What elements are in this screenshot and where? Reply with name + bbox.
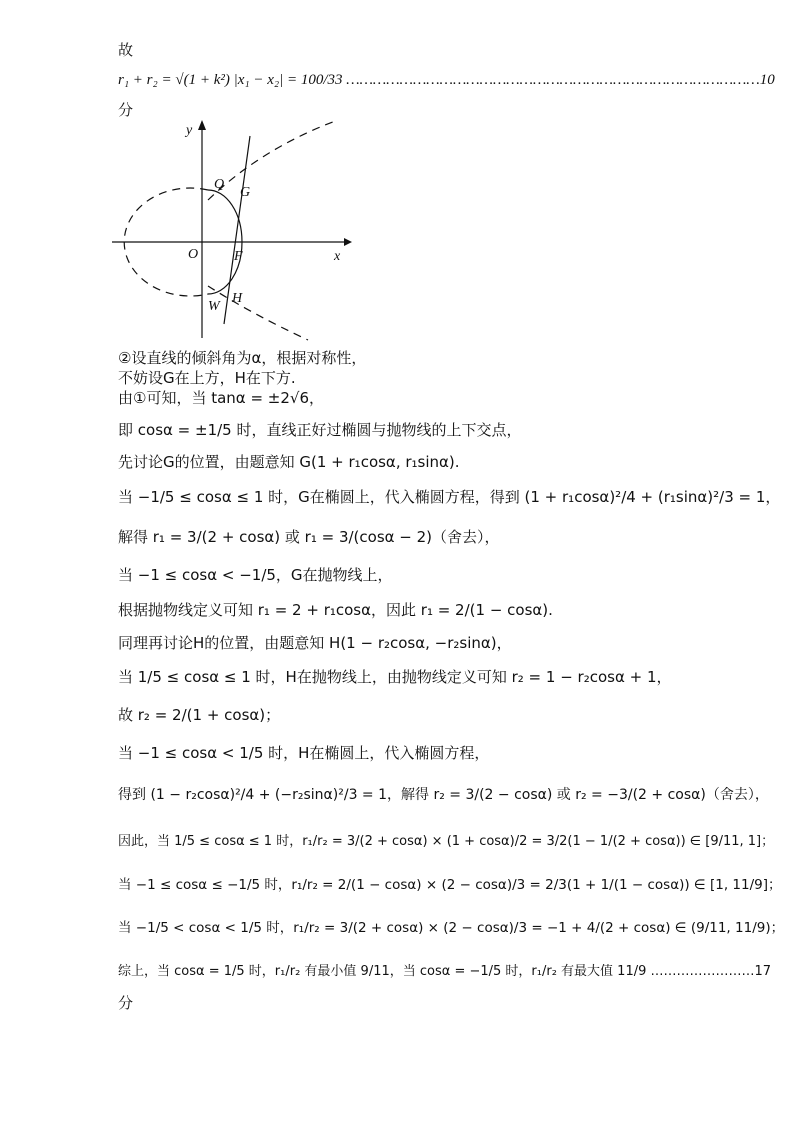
parabola-lower bbox=[208, 286, 308, 340]
ellipse-parabola-figure bbox=[112, 118, 352, 344]
line-g-on-ellipse: 当 −1/5 ≤ cosα ≤ 1 时，G在椭圆上，代入椭圆方程，得到 (1 + r₁cosα)²/4 + (r₁sinα)²/3 = 1， bbox=[118, 488, 781, 506]
line-ratio-case-1: 因此，当 1/5 ≤ cosα ≤ 1 时，r₁/r₂ = 3/(2 + cosα) × (1 + cosα)/2 = 3/2(1 − 1/(2 + cosα)) ∈ [9/11, 1]； bbox=[118, 834, 775, 849]
line-solve-r2: 得到 (1 − r₂cosα)²/4 + (−r₂sinα)²/3 = 1，解得 r₂ = 3/(2 − cosα) 或 r₂ = −3/(2 + cosα)（舍去）， bbox=[118, 787, 769, 803]
line-gu: 故 bbox=[118, 41, 134, 59]
label-x: x bbox=[334, 249, 341, 264]
label-g: G bbox=[240, 185, 251, 200]
label-o: O bbox=[188, 247, 199, 262]
line-from-part-one: 由①可知，当 tanα = ±2√6， bbox=[118, 389, 325, 407]
line-ratio-case-3: 当 −1/5 < cosα < 1/5 时，r₁/r₂ = 3/(2 + cosα) × (2 − cosα)/3 = −1 + 4/(2 + cosα) ∈ (9/11, 11/9)； bbox=[118, 920, 785, 936]
label-y: y bbox=[186, 123, 193, 138]
parabola-upper bbox=[208, 120, 338, 200]
line-r-sum: r₁ + r₂ = √(1 + k²) |x₁ − x₂| = 100/33 …………………………………………………………………………………10 bbox=[118, 72, 775, 88]
y-axis-arrow bbox=[198, 120, 206, 130]
line-fen-1: 分 bbox=[118, 101, 134, 119]
label-w: W bbox=[208, 299, 220, 314]
line-cos-one-fifth: 即 cosα = ±1/5 时，直线正好过椭圆与抛物线的上下交点， bbox=[118, 421, 522, 439]
line-parabola-def-r1: 根据抛物线定义可知 r₁ = 2 + r₁cosα，因此 r₁ = 2/(1 − cosα). bbox=[118, 601, 553, 619]
line-position-h: 同理再讨论H的位置，由题意知 H(1 − r₂cosα, −r₂sinα)， bbox=[118, 634, 512, 652]
line-r2-value: 故 r₂ = 2/(1 + cosα)； bbox=[118, 706, 281, 724]
line-position-g: 先讨论G的位置，由题意知 G(1 + r₁cosα, r₁sinα). bbox=[118, 453, 460, 471]
line-solve-r1: 解得 r₁ = 3/(2 + cosα) 或 r₁ = 3/(cosα − 2)（舍去）， bbox=[118, 528, 500, 546]
x-axis-arrow bbox=[344, 238, 352, 246]
label-f: F bbox=[234, 249, 243, 264]
label-h: H bbox=[232, 291, 243, 306]
line-h-on-ellipse: 当 −1 ≤ cosα < 1/5 时，H在椭圆上，代入椭圆方程， bbox=[118, 744, 490, 762]
line-ratio-case-2: 当 −1 ≤ cosα ≤ −1/5 时，r₁/r₂ = 2/(1 − cosα) × (2 − cosα)/3 = 2/3(1 + 1/(1 − cosα)) ∈ [1, 11/9]； bbox=[118, 877, 782, 893]
line-h-on-parabola: 当 1/5 ≤ cosα ≤ 1 时，H在抛物线上，由抛物线定义可知 r₂ = 1 − r₂cosα + 1， bbox=[118, 668, 672, 686]
line-fen-2: 分 bbox=[118, 994, 134, 1012]
label-q: Q bbox=[214, 177, 225, 192]
line-g-on-parabola: 当 −1 ≤ cosα < −1/5，G在抛物线上， bbox=[118, 566, 393, 584]
line-assume-g-above: 不妨设G在上方，H在下方. bbox=[118, 369, 296, 387]
line-conclusion: 综上，当 cosα = 1/5 时，r₁/r₂ 有最小值 9/11，当 cosα = −1/5 时，r₁/r₂ 有最大值 11/9 ……………………17 bbox=[118, 964, 772, 979]
line-set-angle: ②设直线的倾斜角为α，根据对称性， bbox=[118, 349, 367, 367]
